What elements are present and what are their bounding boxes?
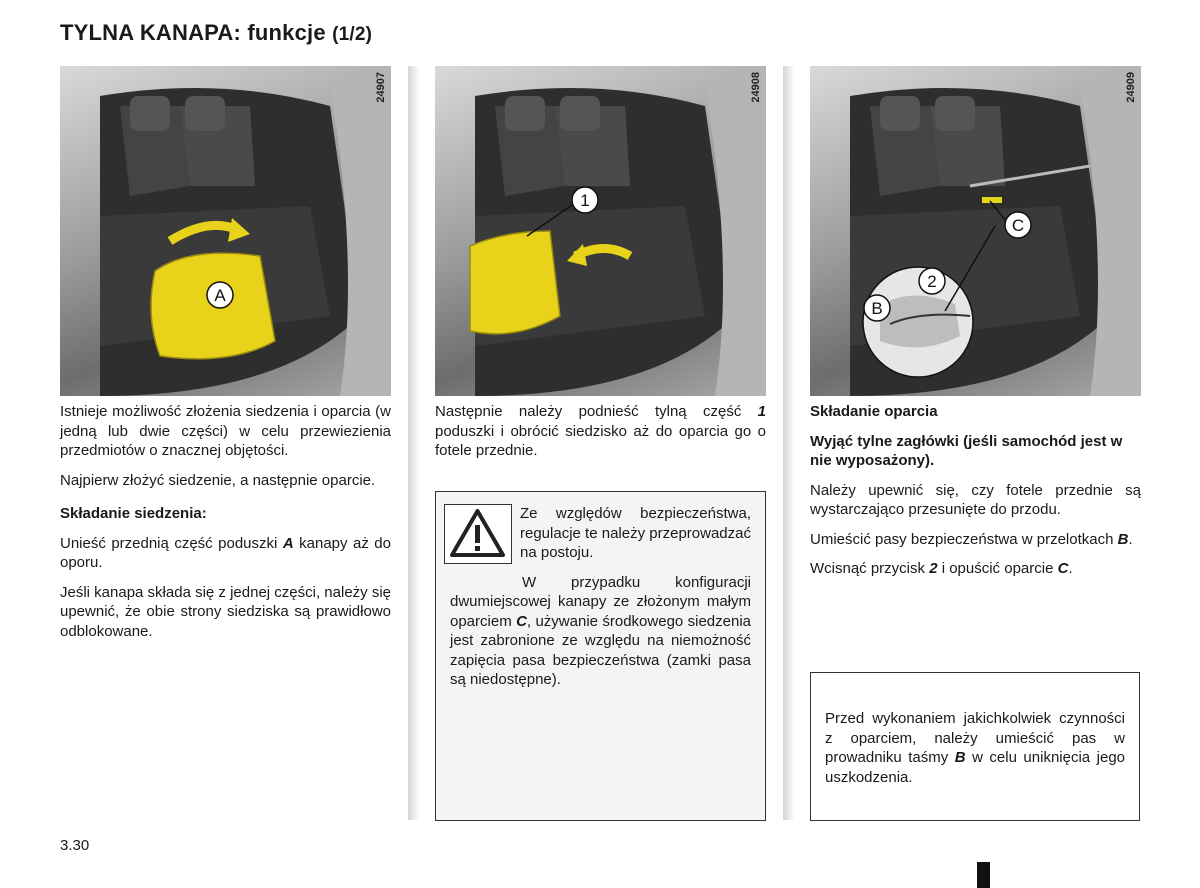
figure-label-1: 1 [580,191,590,210]
unlock-paragraph: Jeśli kanapa składa się z jednej części, należy się upewnić, że obie strony siedziska są prawidłowo odblokowane. [60,583,392,640]
figure-label-b: B [871,299,883,318]
note-text: Przed wykonaniem jakichkolwiek czynności z oparciem, należy umieścić pas w prowadniku taśmy B w celu uniknięcia jego uszkodzenia. [825,710,1125,786]
figure-code: 24909 [1125,72,1137,103]
title-text: TYLNA KANAPA: funkcje [60,20,326,45]
section-heading-seat: Składanie siedzenia: [60,505,207,522]
column-3-text [810,402,1141,589]
column-2-text [435,402,766,471]
intro-paragraph: Istnieje możliwość złożenia siedzenia i oparcia (w jedną lub dwie części) w celu przewiezienia przedmiotów o znacznej objętości. [60,403,391,459]
figure-seat-flip [435,66,766,396]
order-paragraph: Najpierw złożyć siedzenie, a następnie oparcie. [60,471,376,489]
lift-cushion-paragraph: Unieść przednią część poduszki A kanapy aż do oporu. [60,534,391,571]
warning-text-1: Ze względów bezpieczeństwa, regulacje te należy przeprowadzać na postoju. [520,505,751,561]
figure-code: 24908 [750,72,762,103]
flip-seat-paragraph: Następnie należy podnieść tylną część 1 poduszki i obrócić siedzisko aż do oparcia go o fotele przednie. [435,403,766,459]
thumb-tab-marker [977,862,990,888]
column-1-text [60,402,391,651]
figure-label-a: A [214,286,226,305]
headrest-note: Wyjąć tylne zagłówki (jeśli samochód jest w nie wyposażony). [810,432,1123,469]
figure-label-2: 2 [927,272,937,291]
page-title [60,20,372,46]
figure-backrest-fold [810,66,1141,396]
press-button-paragraph: Wcisnąć przycisk 2 i opuścić oparcie C. [810,560,1073,577]
front-seats-paragraph: Należy upewnić się, czy fotele przednie są wystarczająco przesunięte do przodu. [810,481,1141,518]
column-divider [408,66,420,820]
warning-box [435,491,766,821]
column-divider [783,66,795,820]
warning-triangle-icon [444,504,512,564]
belts-paragraph: Umieścić pasy bezpieczeństwa w przelotkach B. [810,530,1133,548]
page-number: 3.30 [60,837,90,854]
title-part: (1/2) [332,24,373,45]
figure-seat-cushion [60,66,391,396]
figure-label-c: C [1011,216,1025,235]
note-box [810,672,1140,821]
section-heading-backrest: Składanie oparcia [810,403,938,420]
figure-code: 24907 [375,72,387,103]
warning-text-2: W przypadku konfiguracji dwumiejscowej kanapy ze złożonym małym oparciem C, używanie środkowego siedzenia jest zabronione ze względu na niemożność zapięcia pasa bezpieczeństwa (zamki pasa są niedostępne). [450,573,752,688]
